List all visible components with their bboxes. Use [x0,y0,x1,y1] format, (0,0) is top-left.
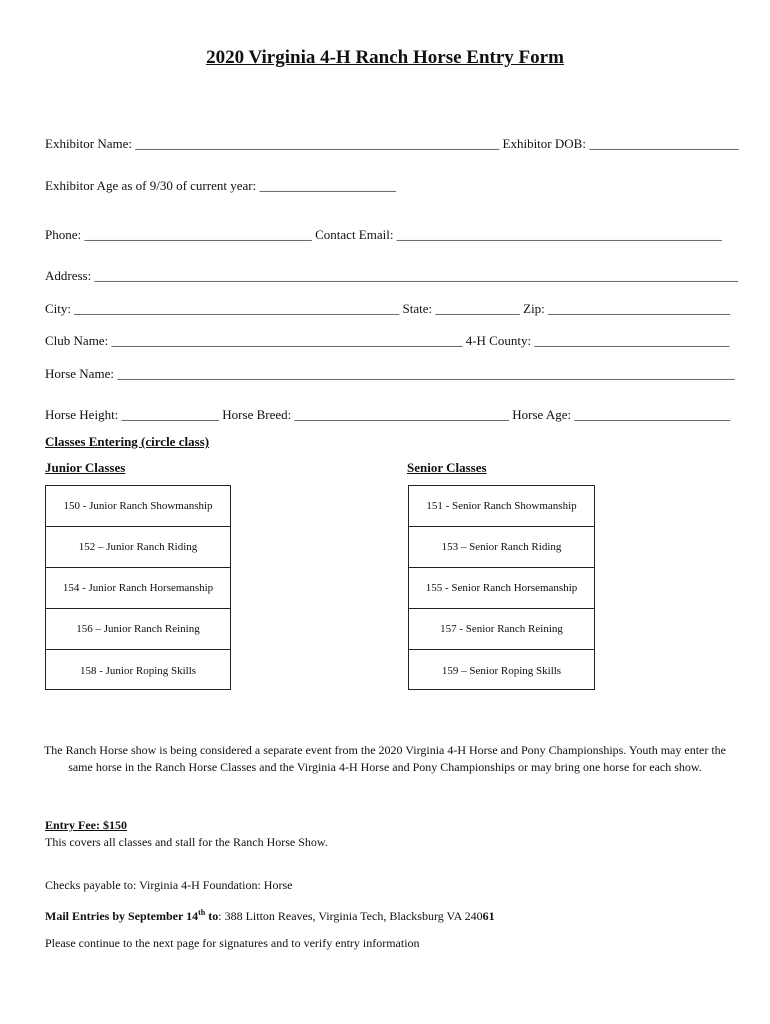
notice-paragraph: The Ranch Horse show is being considered a separate event from the 2020 Virginia 4-H Horse and Pony Championships. Youth may enter the same horse in the Ranch Horse Classes and the Virginia 4-H Horse and Pony Championships or may bring one horse for each show. [43,743,727,774]
contact-email-label: Contact Email: [315,227,394,242]
junior-class-option[interactable]: 158 - Junior Roping Skills [79,664,197,677]
senior-class-option[interactable]: 157 - Senior Ranch Reining [409,609,594,650]
mail-address-end: 61 [482,909,495,923]
state-label: State: [402,301,433,316]
exhibitor-dob-label: Exhibitor DOB: [502,136,586,151]
junior-class-option[interactable]: 152 – Junior Ranch Riding [46,527,230,568]
address-row [45,268,738,284]
entry-fee-heading: Entry Fee: $150 [45,818,127,832]
county-label: 4-H County: [465,333,532,348]
contact-email-field[interactable]: __________________________________________________ [396,227,722,242]
classes-heading: Classes Entering (circle class) [45,434,210,449]
exhibitor-name-label: Exhibitor Name: [45,136,133,151]
mail-entries-deadline: Mail Entries by September 14 [45,909,199,923]
checks-payable: Checks payable to: Virginia 4-H Foundation: Horse [45,878,293,892]
club-name-label: Club Name: [45,333,109,348]
horse-name-label: Horse Name: [45,366,114,381]
mail-entries-sup: th [198,908,206,917]
senior-class-option[interactable]: 159 – Senior Roping Skills [441,664,562,677]
senior-classes-heading: Senior Classes [407,460,487,475]
junior-classes-heading: Junior Classes [45,460,126,475]
city-field[interactable]: __________________________________________________ [74,301,400,316]
entry-fee-note: This covers all classes and stall for the Ranch Horse Show. [45,835,328,849]
county-field[interactable]: ______________________________ [534,333,730,348]
exhibitor-age-field[interactable]: _____________________ [259,178,396,193]
city-row [45,301,730,317]
horse-age-field[interactable]: ________________________ [574,407,731,422]
horse-breed-field[interactable]: _________________________________ [294,407,509,422]
exhibitor-age-label: Exhibitor Age as of 9/30 of current year: [45,178,257,193]
horse-age-label: Horse Age: [512,407,572,422]
exhibitor-name-field[interactable]: ________________________________________________________ [135,136,500,151]
club-row [45,333,729,349]
junior-classes-table [45,485,231,690]
horse-name-row [45,366,735,382]
junior-class-option[interactable]: 156 – Junior Ranch Reining [46,609,230,650]
phone-row [45,227,722,243]
horse-details-row [45,407,730,423]
senior-classes-table [408,485,595,690]
horse-height-field[interactable]: _______________ [121,407,220,422]
junior-class-option[interactable]: 154 - Junior Ranch Horsemanship [46,568,230,609]
horse-name-field[interactable]: _______________________________________________________________________________________________ [117,366,735,381]
horse-breed-label: Horse Breed: [222,407,292,422]
senior-class-option[interactable]: 155 - Senior Ranch Horsemanship [409,568,594,609]
phone-label: Phone: [45,227,82,242]
zip-field[interactable]: ____________________________ [548,301,731,316]
address-label: Address: [45,268,92,283]
mail-address: : 388 Litton Reaves, Virginia Tech, Blacksburg VA 240 [218,909,483,923]
junior-class-option[interactable]: 150 - Junior Ranch Showmanship [46,486,230,527]
age-row [45,178,396,194]
senior-class-option[interactable]: 153 – Senior Ranch Riding [409,527,594,568]
state-field[interactable]: _____________ [435,301,520,316]
phone-field[interactable]: ___________________________________ [84,227,312,242]
mail-entries [45,908,495,924]
address-field[interactable]: ___________________________________________________________________________________________________ [94,268,738,283]
club-name-field[interactable]: ______________________________________________________ [111,333,463,348]
zip-label: Zip: [523,301,545,316]
mail-entries-to: to [205,909,219,923]
city-label: City: [45,301,72,316]
exhibitor-row [45,136,739,152]
horse-height-label: Horse Height: [45,407,119,422]
continue-note: Please continue to the next page for signatures and to verify entry information [45,936,420,950]
senior-class-option[interactable]: 151 - Senior Ranch Showmanship [409,486,594,527]
page-title: 2020 Virginia 4-H Ranch Horse Entry Form [206,47,564,68]
exhibitor-dob-field[interactable]: _______________________ [589,136,739,151]
